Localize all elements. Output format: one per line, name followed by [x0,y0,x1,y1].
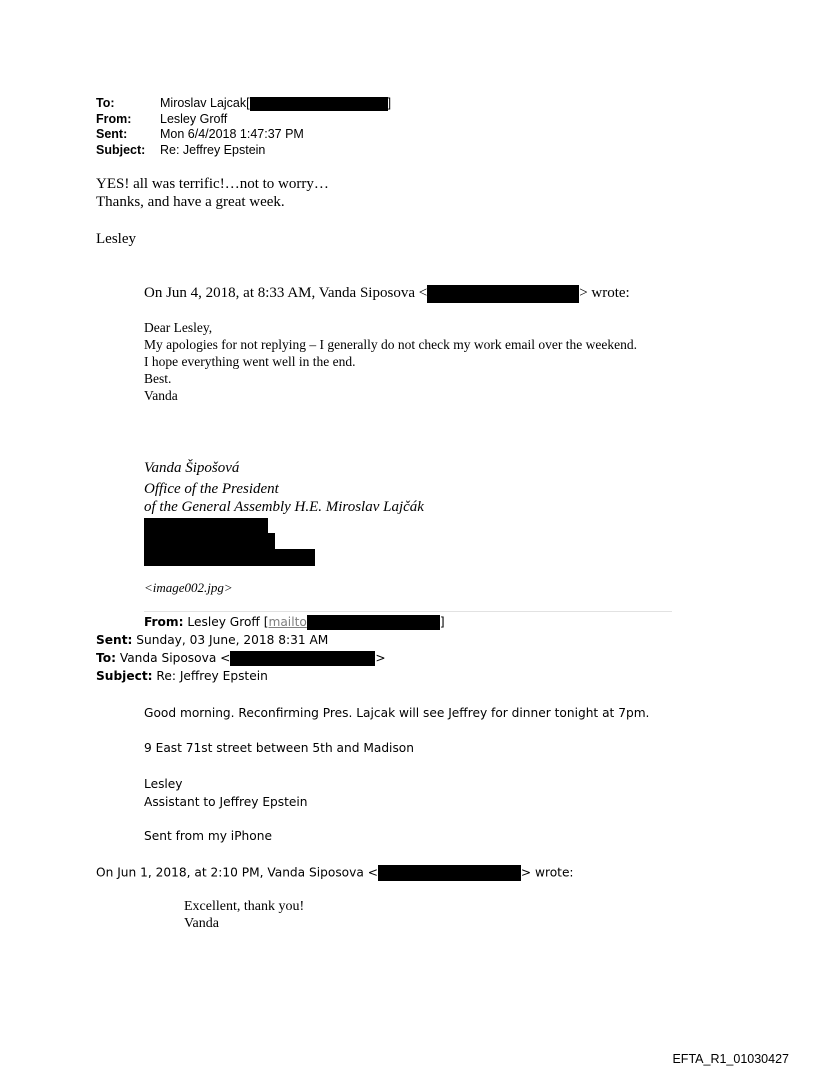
mailto-link[interactable]: mailto [268,615,307,629]
subject-label: Subject: [96,143,146,157]
reply-signoff: Lesley [96,231,136,247]
quote2-sent-from: Sent from my iPhone [144,829,272,843]
quote2-sent-label: Sent: [96,633,133,647]
reply-line-1: YES! all was terrific!…not to worry… [96,176,329,192]
quote1-name: Vanda [144,388,178,403]
signature-office: Office of the President [144,481,279,497]
from-value: Lesley Groff [160,112,228,126]
quote2-subject-row [96,669,268,683]
sent-label: Sent: [96,127,128,141]
redaction-box [427,285,579,303]
quote2-body-1: Good morning. Reconfirming Pres. Lajcak will see Jeffrey for dinner tonight at 7pm. [144,706,650,720]
quote2-sent-value: Sunday, 03 June, 2018 8:31 AM [136,633,329,647]
quote2-from-close: ] [439,615,445,629]
quote3-line-2: Vanda [184,916,219,931]
redaction-box [250,97,388,111]
quote2-from-row [144,615,445,630]
quote2-address: 9 East 71st street between 5th and Madison [144,741,414,755]
redaction-box [378,865,521,881]
quote2-sig-1: Lesley [144,777,183,791]
to-value: Miroslav Lajcak[ [160,96,250,110]
quote-divider [144,611,672,612]
redaction-box [144,533,275,549]
quote1-intro [144,284,630,303]
header-from-row [96,112,227,127]
redaction-box [307,615,440,630]
quote1-intro-prefix: On Jun 4, 2018, at 8:33 AM, Vanda Siposova < [144,285,428,301]
to-close: ] [387,96,392,110]
quote1-body-1: My apologies for not replying – I generally do not check my work email over the weekend. [144,337,637,352]
quote1-closing: Best. [144,371,172,386]
reply-line-2: Thanks, and have a great week. [96,194,285,210]
signature-name: Vanda Šipošová [144,460,240,476]
quote1-intro-suffix: > wrote: [579,285,630,301]
sent-value: Mon 6/4/2018 1:47:37 PM [160,127,304,141]
quote2-to-row [96,651,386,666]
quote1-body-2: I hope everything went well in the end. [144,354,356,369]
quote2-sig-2: Assistant to Jeffrey Epstein [144,795,308,809]
to-label: To: [96,96,115,110]
redaction-box [230,651,375,666]
quote1-greeting: Dear Lesley, [144,320,213,335]
header-subject-row [96,143,265,158]
quote2-from-label: From: [144,615,184,629]
quote3-intro-prefix: On Jun 1, 2018, at 2:10 PM, Vanda Siposova < [96,865,378,880]
signature-assembly: of the General Assembly H.E. Miroslav Lajčák [144,499,424,515]
quote2-to-value: Vanda Siposova < [119,651,231,665]
quote3-line-1: Excellent, thank you! [184,899,305,914]
quote2-from-value: Lesley Groff [ [187,615,269,629]
from-label: From: [96,112,132,126]
header-sent-row [96,127,304,142]
quote3-intro [96,865,574,881]
quote2-subject-label: Subject: [96,669,153,683]
quote2-subject-value: Re: Jeffrey Epstein [156,669,268,683]
quote2-to-close: > [375,651,386,665]
quote2-sent-row [96,633,328,647]
header-to-row [96,96,391,111]
document-id: EFTA_R1_01030427 [672,1052,789,1066]
quote3-intro-suffix: > wrote: [520,865,574,880]
quote2-to-label: To: [96,651,116,665]
redaction-box [144,549,315,566]
signature-image-placeholder: <image002.jpg> [144,580,233,595]
redaction-box [144,518,268,534]
subject-value: Re: Jeffrey Epstein [160,143,266,157]
